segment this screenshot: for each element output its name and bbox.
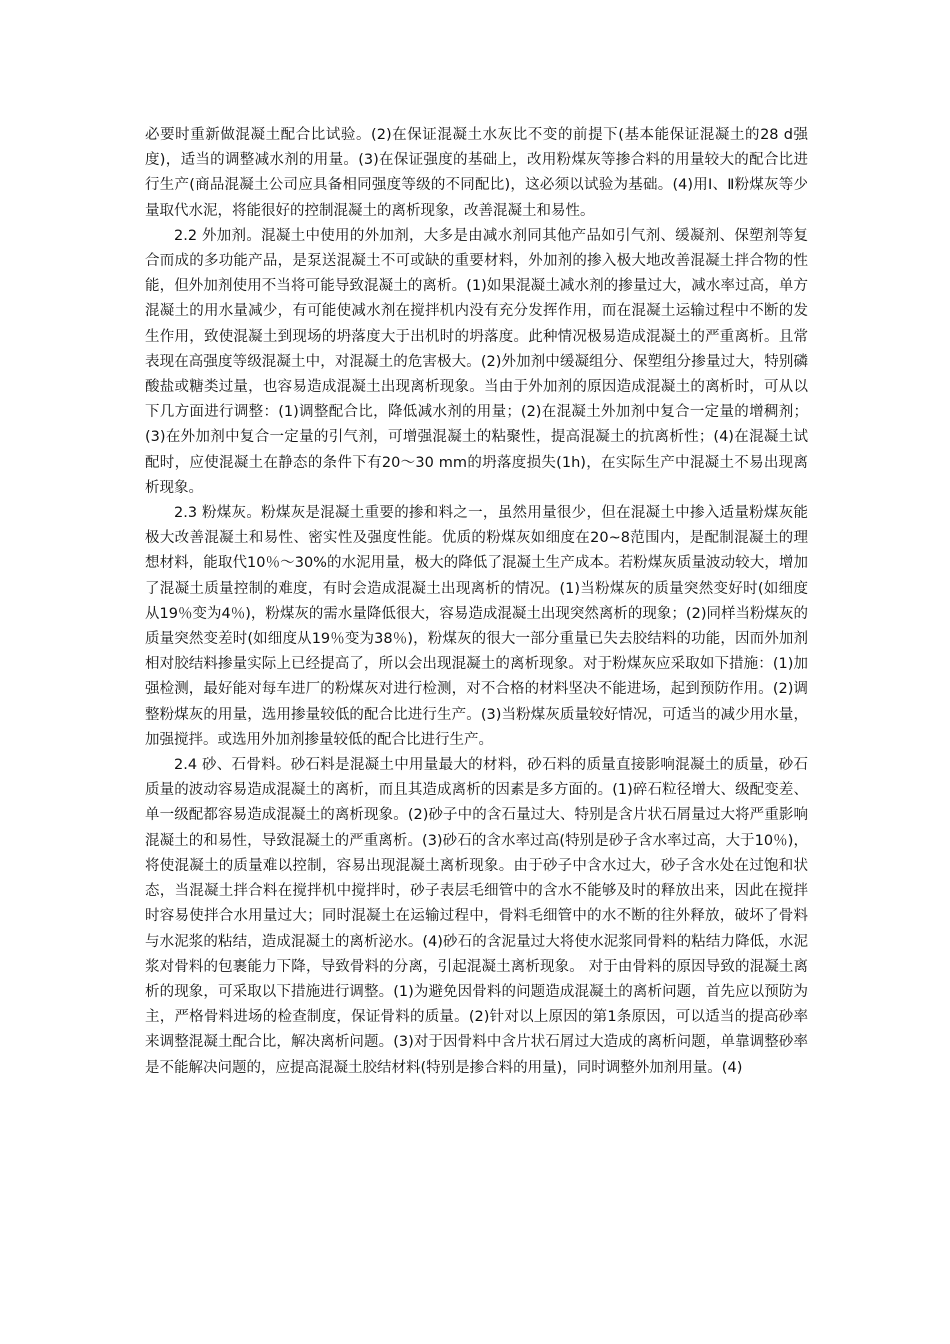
paragraph-admixture: 2.2 外加剂。混凝土中使用的外加剂，大多是由减水剂同其他产品如引气剂、缓凝剂、保塑剂等复合而成的多功能产品，是泵送混凝土不可或缺的重要材料，外加剂的掺入极大地改善混凝土拌合物的性能，但外加剂使用不当将可能导致混凝土的离析。(1)如果混凝土减水剂的掺量过大，减水率过高，单方混凝土的用水量减少，有可能使减水剂在搅拌机内没有充分发挥作用，而在混凝土运输过程中不断的发生作用，致使混凝土到现场的坍落度大于出机时的坍落度。此种情况极易造成混凝土的严重离析。且常表现在高强度等级混凝土中，对混凝土的危害极大。(2)外加剂中缓凝组分、保塑组分掺量过大，特别磷酸盐或糖类过量，也容易造成混凝土出现离析现象。当由于外加剂的原因造成混凝土的离析时，可从以下几方面进行调整：(1)调整配合比，降低减水剂的用量；(2)在混凝土外加剂中复合一定量的增稠剂；(3)在外加剂中复合一定量的引气剂，可增强混凝土的粘聚性，提高混凝土的抗离析性；(4)在混凝土试配时，应使混凝土在静态的条件下有20～30 mm的坍落度损失(1h)，在实际生产中混凝土不易出现离析现象。 bbox=[145, 227, 808, 496]
paragraph-aggregate: 2.4 砂、石骨料。砂石料是混凝土中用量最大的材料，砂石料的质量直接影响混凝土的质量，砂石质量的波动容易造成混凝土的离析，而且其造成离析的因素是多方面的。(1)碎石粒径增大、级配变差、单一级配都容易造成混凝土的离析现象。(2)砂子中的含石量过大、特别是含片状石屑量过大将严重影响混凝土的和易性，导致混凝土的严重离析。(3)砂石的含水率过高(特别是砂子含水率过高，大于10％)，将使混凝土的质量难以控制，容易出现混凝土离析现象。由于砂子中含水过大，砂子含水处在过饱和状态，当混凝土拌合料在搅拌机中搅拌时，砂子表层毛细管中的含水不能够及时的释放出来，因此在搅拌时容易使拌合水用量过大；同时混凝土在运输过程中，骨料毛细管中的水不断的往外释放，破坏了骨料与水泥浆的粘结，造成混凝土的离析泌水。(4)砂石的含泥量过大将使水泥浆同骨料的粘结力降低，水泥浆对骨料的包裹能力下降，导致骨料的分离，引起混凝土离析现象。 对于由骨料的原因导致的混凝土离析的现象，可采取以下措施进行调整。(1)为避免因骨料的问题造成混凝土的离析问题，首先应以预防为主，严格骨料进场的检查制度，保证骨料的质量。(2)针对以上原因的第1条原因，可以适当的提高砂率来调整混凝土配合比，解决离析问题。(3)对于因骨料中含片状石屑过大造成的离析问题，单靠调整砂率是不能解决问题的，应提高混凝土胶结材料(特别是掺合料的用量)，同时调整外加剂用量。(4) bbox=[145, 757, 808, 1076]
paragraph-fly-ash: 2.3 粉煤灰。粉煤灰是混凝土重要的掺和料之一，虽然用量很少，但在混凝土中掺入适量粉煤灰能极大改善混凝土和易性、密实性及强度性能。优质的粉煤灰如细度在20~8范围内，是配制混凝土的理想材料，能取代10％～30%的水泥用量，极大的降低了混凝土生产成本。若粉煤灰质量波动较大，增加了混凝土质量控制的难度，有时会造成混凝土出现离析的情况。(1)当粉煤灰的质量突然变好时(如细度从19％变为4％)，粉煤灰的需水量降低很大，容易造成混凝土出现突然离析的现象；(2)同样当粉煤灰的质量突然变差时(如细度从19％变为38％)，粉煤灰的很大一部分重量已失去胶结料的功能，因而外加剂相对胶结料掺量实际上已经提高了，所以会出现混凝土的离析现象。对于粉煤灰应采取如下措施：(1)加强检测，最好能对每车进厂的粉煤灰对进行检测，对不合格的材料坚决不能进场，起到预防作用。(2)调整粉煤灰的用量，选用掺量较低的配合比进行生产。(3)当粉煤灰质量较好情况，可适当的减少用水量，加强搅拌。或选用外加剂掺量较低的配合比进行生产。 bbox=[145, 505, 808, 748]
document-body bbox=[145, 123, 808, 1081]
paragraph-continuation: 必要时重新做混凝土配合比试验。(2)在保证混凝土水灰比不变的前提下(基本能保证混凝土的28 d强度)，适当的调整减水剂的用量。(3)在保证强度的基础上，改用粉煤灰等掺合料的用量较大的配合比进行生产(商品混凝土公司应具备相同强度等级的不同配比)，这必须以试验为基础。(4)用Ⅰ、Ⅱ粉煤灰等少量取代水泥，将能很好的控制混凝土的离析现象，改善混凝土和易性。 bbox=[145, 127, 808, 219]
